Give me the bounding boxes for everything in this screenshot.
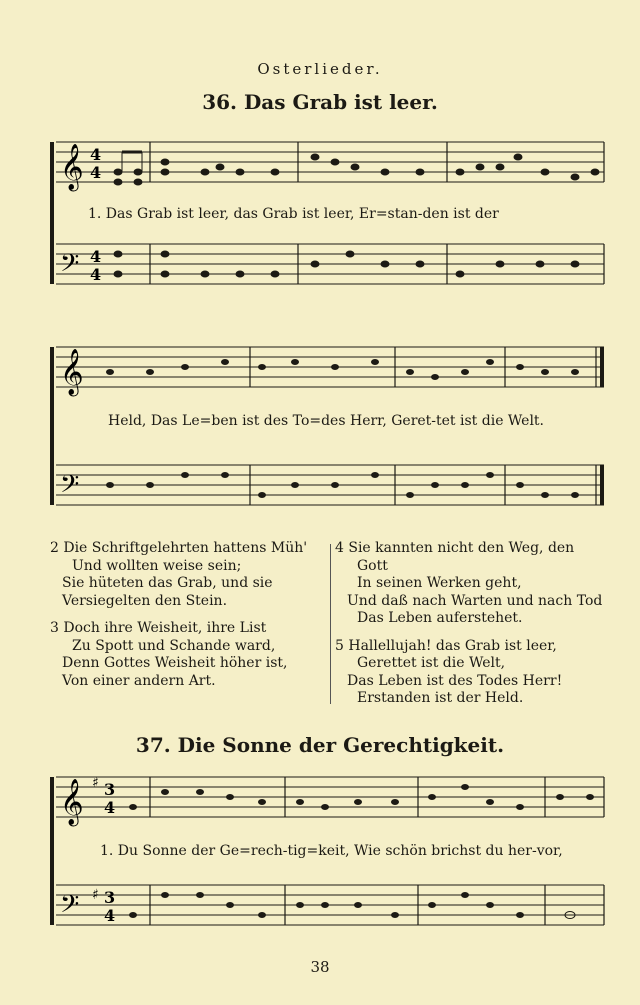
verse-line: Versiegelten den Stein. [62,592,228,609]
section-header: Osterlieder. [257,60,383,78]
svg-text:4: 4 [90,163,102,182]
verse-5 [335,638,602,708]
svg-text:♯: ♯ [92,775,99,791]
verses-left-column [50,540,307,700]
svg-text:3: 3 [104,780,116,799]
verse-line: Von einer andern Art. [62,672,216,689]
verse-line: Gott [357,557,388,574]
svg-text:4: 4 [90,145,102,164]
verse-column-divider [330,544,331,704]
verse-line: Gerettet ist die Welt, [357,655,506,671]
hymn-37-system-1 [0,765,640,950]
svg-text:4: 4 [104,906,116,925]
hymn-36-system-1 [0,130,640,310]
verse-line: 5 Hallellujah! das Grab ist leer, [335,637,557,654]
hymn-36-lyrics-line-2: Held, Das Le=ben ist des To=des Herr, Geret-tet ist die Welt. [108,413,545,429]
hymn-37-title: 37. Die Sonne der Gerechtigkeit. [135,733,505,757]
svg-text:4: 4 [90,265,102,284]
verse-line: In seinen Werken geht, [357,575,522,591]
hymn-36-lyrics-line-1: 1. Das Grab ist leer, das Grab ist leer, Er=stan-den ist der [88,206,499,222]
verse-2 [50,540,307,610]
svg-text:𝄢: 𝄢 [60,890,80,925]
svg-text:𝄞: 𝄞 [60,349,84,395]
bass-staff [56,244,604,284]
svg-text:𝄢: 𝄢 [60,249,80,284]
svg-text:3: 3 [104,888,116,907]
verse-line: Erstanden ist der Held. [357,690,524,706]
verse-line: 3 Doch ihre Weisheit, ihre List [50,620,267,636]
treble-staff [56,142,604,182]
verse-line: Das Leben ist des Todes Herr! [347,672,563,689]
music-notation-system-2 [0,335,640,535]
svg-text:4: 4 [104,798,116,817]
svg-text:♯: ♯ [92,887,99,903]
verse-4 [335,540,602,628]
verse-line: Denn Gottes Weisheit höher ist, [62,655,288,671]
verse-line: Und daß nach Warten und nach Tod [347,592,603,609]
verses-right-column [335,540,602,718]
hymn-37-lyrics-line-1: 1. Du Sonne der Ge=rech-tig=keit, Wie schön brichst du her-vor, [100,843,563,859]
verse-line: 4 Sie kannten nicht den Weg, den [335,540,575,556]
verse-line: Das Leben auferstehet. [357,610,523,626]
verse-line: Und wollten weise sein; [72,557,242,574]
svg-text:𝄢: 𝄢 [60,470,80,505]
svg-text:𝄞: 𝄞 [60,144,84,190]
hymn-36-system-2 [0,335,640,535]
hymn-36-verses [0,540,640,710]
hymn-36-title: 36. Das Grab ist leer. [202,90,438,114]
verse-line: Sie hüteten das Grab, und sie [62,575,273,591]
svg-text:𝄞: 𝄞 [60,779,84,825]
verse-line: 2 Die Schriftgelehrten hattens Müh' [50,540,308,556]
svg-text:4: 4 [90,247,102,266]
verse-3 [50,620,307,690]
page-number: 38 [310,958,330,976]
verse-line: Zu Spott und Schande ward, [72,637,276,654]
